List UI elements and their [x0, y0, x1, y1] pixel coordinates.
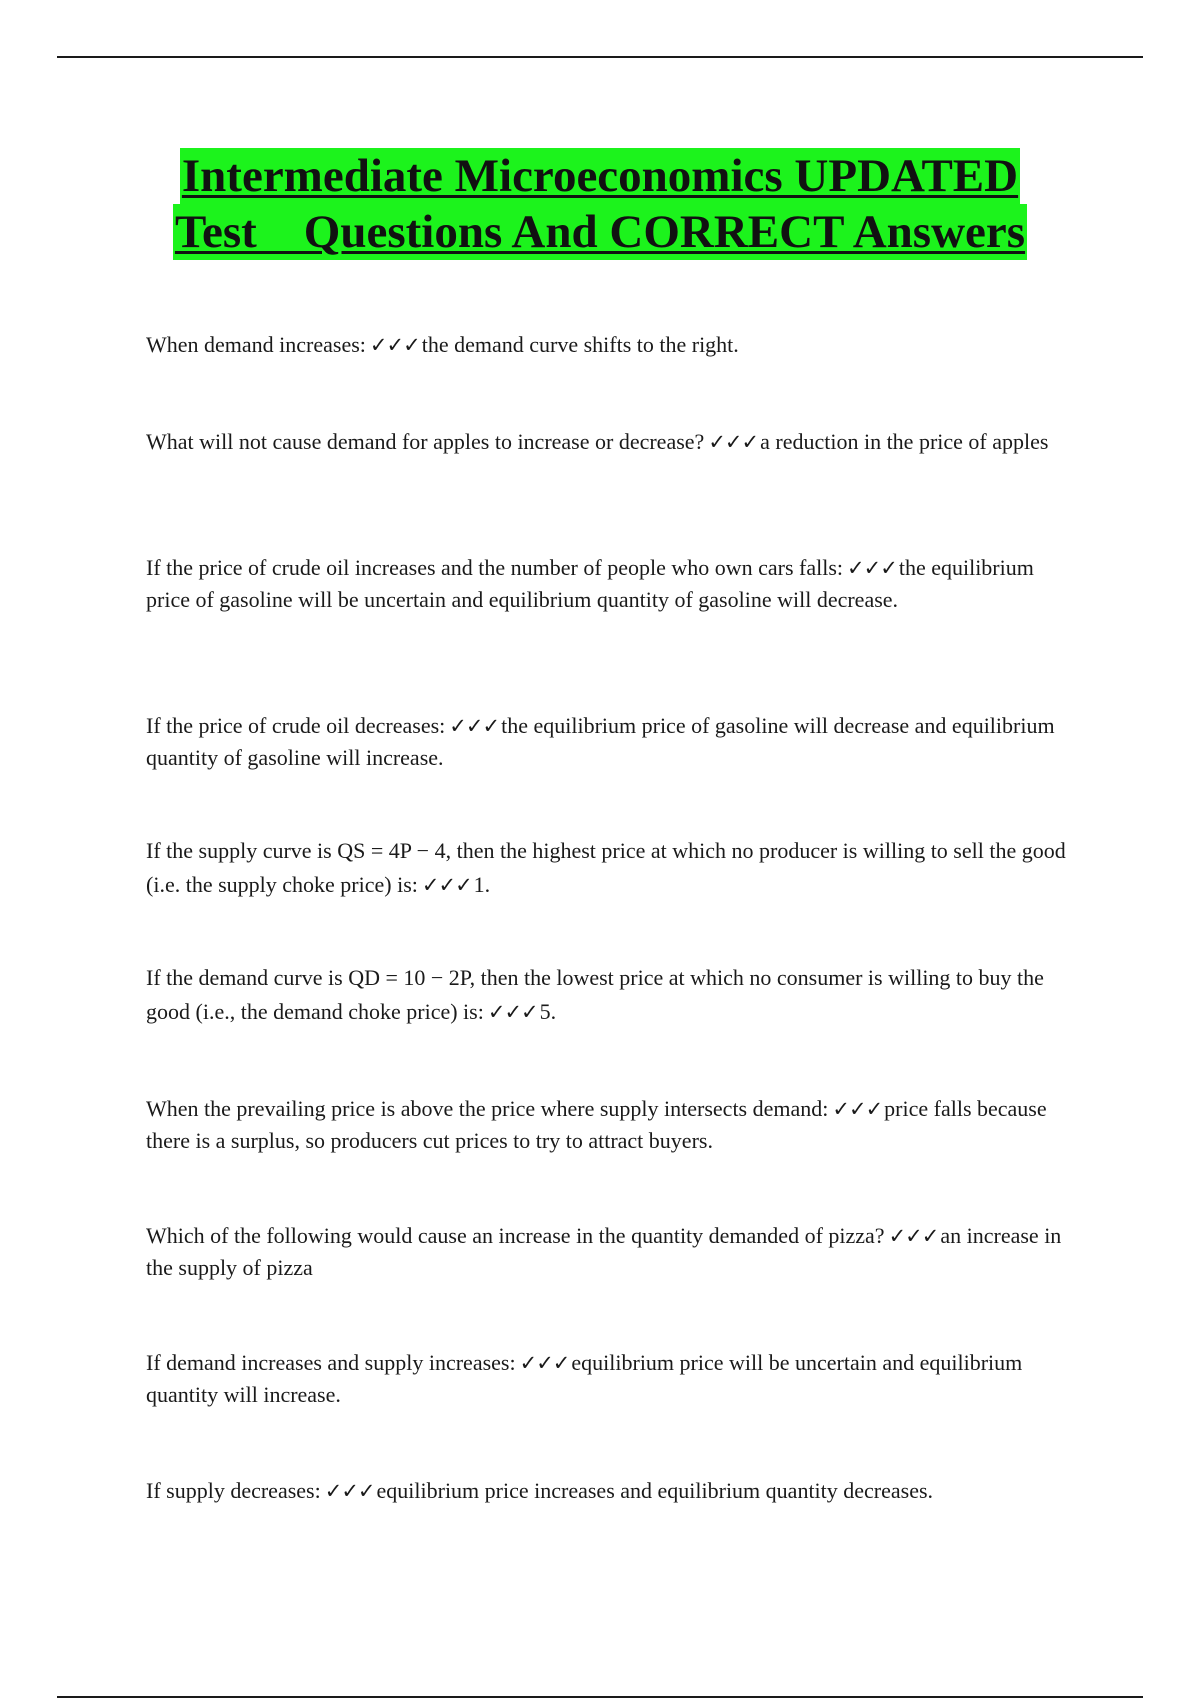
qa-item-8 [146, 1220, 1066, 1283]
check-marks-icon: ✓✓✓ [708, 430, 759, 454]
qa-item-7 [146, 1093, 1066, 1156]
qa-item-9 [146, 1347, 1066, 1410]
answer-text: the demand curve shifts to the right. [421, 332, 739, 357]
qa-item-4 [146, 710, 1066, 773]
question-text: If the price of crude oil decreases: [146, 713, 446, 738]
answer-text: an increase in the supply of pizza [146, 1223, 1062, 1280]
check-marks-icon: ✓✓✓ [449, 714, 500, 738]
question-text: Which of the following would cause an increase in the quantity demanded of pizza? [146, 1223, 885, 1248]
qa-item-2 [146, 426, 1066, 458]
answer-text: a reduction in the price of apples [760, 429, 1049, 454]
check-marks-icon: ✓✓✓ [519, 1351, 570, 1375]
answer-text: price falls because there is a surplus, so producers cut prices to try to attract buyers. [146, 1096, 1047, 1153]
question-text: If supply decreases: [146, 1478, 321, 1503]
qa-item-1 [146, 329, 1066, 361]
question-text: If the supply curve is QS = 4P − 4, then the highest price at which no producer is willing to sell the good (i.e. the supply choke price) is: [146, 838, 1066, 897]
answer-text: 5. [539, 999, 557, 1024]
question-text: When demand increases: [146, 332, 366, 357]
answer-text: equilibrium price will be uncertain and equilibrium quantity will increase. [146, 1350, 1023, 1407]
bottom-rule [57, 1696, 1143, 1698]
answer-text: the equilibrium price of gasoline will be uncertain and equilibrium quantity of gasoline will decrease. [146, 555, 1034, 612]
check-marks-icon: ✓✓✓ [847, 556, 897, 580]
question-text: If demand increases and supply increases: [146, 1350, 516, 1375]
check-marks-icon: ✓✓✓ [487, 1000, 538, 1024]
answer-text: 1. [473, 872, 491, 897]
question-text: What will not cause demand for apples to increase or decrease? [146, 429, 705, 454]
top-rule [57, 56, 1143, 58]
qa-item-6 [146, 961, 1066, 1029]
check-marks-icon: ✓✓✓ [324, 1479, 375, 1503]
check-marks-icon: ✓✓✓ [369, 333, 420, 357]
title-line-1: Intermediate Microeconomics UPDATED [181, 150, 1019, 202]
check-marks-icon: ✓✓✓ [832, 1097, 883, 1121]
qa-item-3 [146, 552, 1066, 615]
title-line-2: Test Questions And CORRECT Answers [174, 206, 1026, 258]
check-marks-icon: ✓✓✓ [888, 1224, 939, 1248]
check-marks-icon: ✓✓✓ [421, 873, 472, 897]
answer-text: equilibrium price increases and equilibrium quantity decreases. [376, 1478, 934, 1503]
qa-item-10 [146, 1475, 1066, 1507]
question-text: When the prevailing price is above the price where supply intersects demand: [146, 1096, 829, 1121]
answer-text: the equilibrium price of gasoline will decrease and equilibrium quantity of gasoline will increase. [146, 713, 1055, 770]
question-text: If the demand curve is QD = 10 − 2P, then the lowest price at which no consumer is willing to buy the good (i.e., the demand choke price) is: [146, 965, 1044, 1024]
document-title [0, 148, 1200, 260]
question-text: If the price of crude oil increases and the number of people who own cars falls: [146, 555, 844, 580]
qa-item-5 [146, 834, 1066, 902]
